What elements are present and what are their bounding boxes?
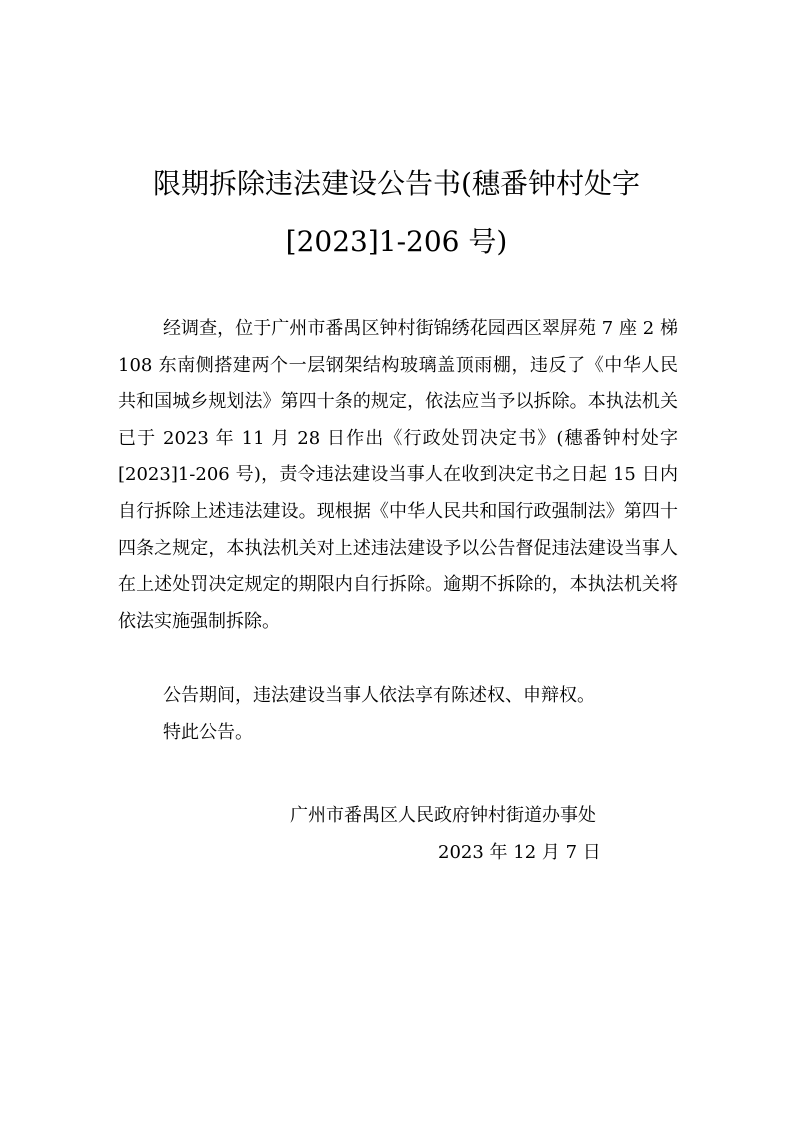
notice-title-line-2: [2023]1-206 号) bbox=[285, 225, 508, 258]
notice-title-line-1: 限期拆除违法建设公告书(穗番钟村处字 bbox=[153, 167, 640, 200]
issue-date: 2023 年 12 月 7 日 bbox=[438, 842, 601, 863]
issuing-authority: 广州市番禺区人民政府钟村街道办事处 bbox=[290, 805, 596, 826]
notice-rights-paragraph: 公告期间，违法建设当事人依法享有陈述权、申辩权。 bbox=[163, 685, 595, 706]
notice-closing-paragraph: 特此公告。 bbox=[163, 722, 253, 743]
notice-main-paragraph: 经调查，位于广州市番禺区钟村街锦绣花园西区翠屏苑 7 座 2 梯 108 东南侧搭建两个一层钢架结构玻璃盖顶雨棚，违反了《中华人民共和国城乡规划法》第四十条的规定，依法应当予以拆除。本执法机关已于 2023 年 11 月 28 日作出《行政处罚决定书》(穗番钟村处字[2023]1-206 号)，责令违法建设当事人在收到决定书之日起 15 日内自行拆除上述违法建设。现根据《中华人民共和国行政强制法》第四十四条之规定，本执法机关对上述违法建设予以公告督促违法建设当事人在上述处罚决定规定的期限内自行拆除。逾期不拆除的，本执法机关将依法实施强制拆除。 bbox=[118, 318, 678, 632]
